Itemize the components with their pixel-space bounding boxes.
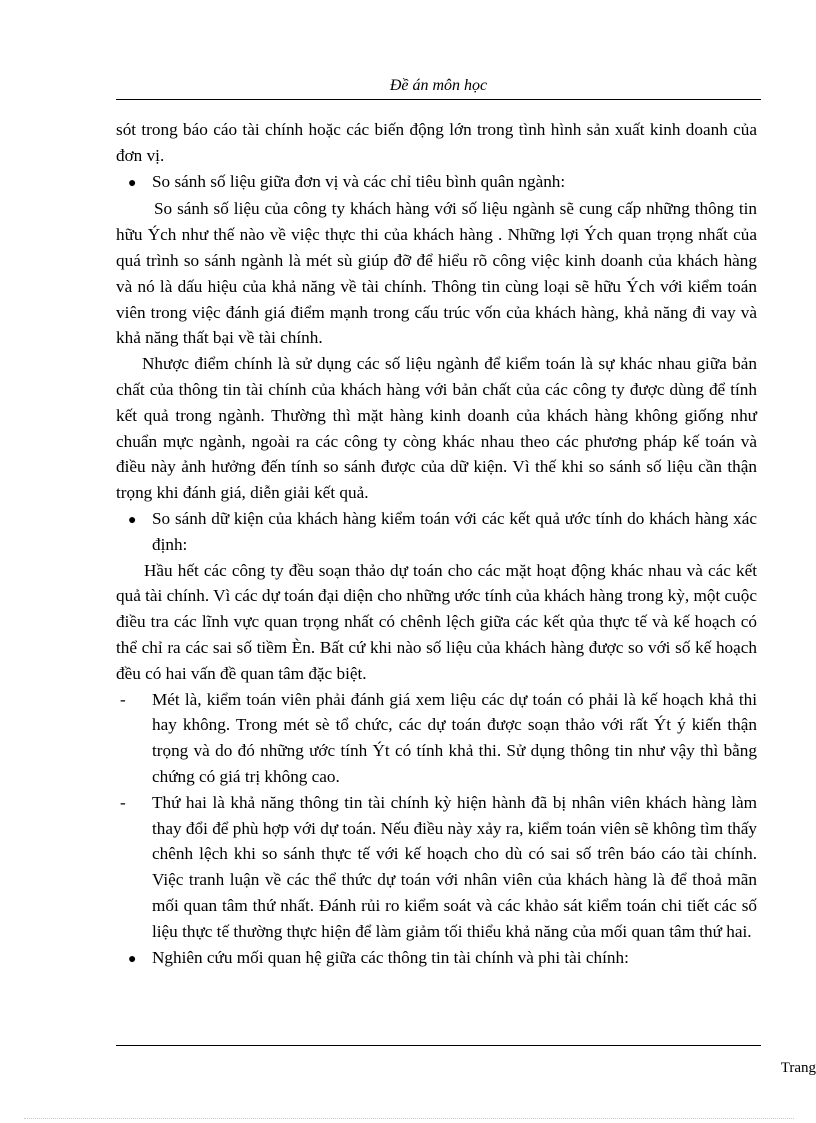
paragraph-industry-benefits: So sánh số liệu của công ty khách hàng với số liệu ngành sẽ cung cấp những thông tin hữu Ých như thế nào về việc thực thi của khách hàng . Những lợi Ých quan trọng nhất của quá trình so sánh ngành là mét sù giúp đỡ để hiểu rõ công việc kinh doanh của khách hàng và nó là dấu hiệu của khả năng về tài chính. Thông tin cùng loại sẽ hữu Ých với kiểm toán viên trong việc đánh giá điểm mạnh trong cấu trúc vốn của khách hàng, khả năng đi vay và khả năng thất bại về tài chính. — [116, 199, 757, 348]
bullet-icon: ● — [128, 512, 137, 528]
bullet-icon: ● — [128, 175, 137, 191]
bullet-text: So sánh số liệu giữa đơn vị và các chỉ tiêu bình quân ngành: — [152, 171, 566, 191]
bullet-item-industry-comparison — [116, 169, 757, 197]
document-body — [116, 117, 757, 972]
page-header-title: Đề án môn học — [389, 77, 488, 94]
page-edge-dotted-line — [24, 1118, 794, 1119]
dash-item-first-concern — [116, 687, 757, 790]
dash-item-second-concern — [116, 790, 757, 945]
bullet-text: Nghiên cứu mối quan hệ giữa các thông tin tài chính và phi tài chính: — [152, 947, 629, 967]
dash-icon: - — [120, 792, 126, 812]
dash-text: Thứ hai là khả năng thông tin tài chính kỳ hiện hành đã bị nhân viên khách hàng làm thay đổi để phù hợp với dự toán. Nếu điều này xảy ra, kiểm toán viên sẽ không tìm thấy chênh lệch khi so sánh thực tế với kế hoạch cho dù có sai số trên báo cáo tài chính. Việc tranh luận về các thể thức dự toán với nhân viên của khách hàng là để thoả mãn mối quan tâm thứ nhất. Đánh rủi ro kiểm soát và các khảo sát kiểm toán chi tiết các số liệu thực tế thường thực hiện để làm giảm tối thiểu khả năng của mối quan tâm thứ hai. — [152, 792, 757, 941]
bullet-item-nonfinancial — [116, 945, 757, 973]
header-rule — [116, 99, 761, 100]
bullet-icon: ● — [128, 951, 137, 967]
paragraph-continued: sót trong báo cáo tài chính hoặc các biến động lớn trong tình hình sản xuất kinh doanh của đơn vị. — [116, 120, 757, 165]
dash-text: Mét là, kiểm toán viên phải đánh giá xem liệu các dự toán có phải là kế hoạch khả thi hay không. Trong mét sè tổ chức, các dự toán được soạn thảo với rất Ýt ý kiến thận trọng và do đó những ước tính Ýt có tính khả thi. Sử dụng thông tin như vậy thì bằng chứng có giá trị không cao. — [152, 689, 757, 786]
bullet-text: So sánh dữ kiện của khách hàng kiểm toán với các kết quả ước tính do khách hàng xác định: — [152, 508, 757, 554]
paragraph-industry-drawbacks: Nhược điểm chính là sử dụng các số liệu ngành để kiểm toán là sự khác nhau giữa bản chất của thông tin tài chính của khách hàng với bản chất của các công ty được dùng để tính kết quả trong ngành. Thường thì mặt hàng kinh doanh của khách hàng không giống như chuẩn mực ngành, ngoài ra các công ty còng khác nhau theo các phương pháp kế toán và điều này ảnh hưởng đến tính so sánh được của dữ kiện. Vì thế khi so sánh số liệu cần thận trọng khi đánh giá, diễn giải kết quả. — [116, 354, 757, 503]
bullet-item-budget-comparison — [116, 506, 757, 558]
footer-rule — [116, 1045, 761, 1046]
dash-icon: - — [120, 689, 126, 709]
page-footer-label: Trang — [780, 1060, 816, 1076]
paragraph-budget: Hầu hết các công ty đều soạn thảo dự toán cho các mặt hoạt động khác nhau và các kết quả tài chính. Vì các dự toán đại diện cho những ước tính của khách hàng trong kỳ, một cuộc điều tra các lĩnh vực quan trọng nhất có chênh lệch giữa các kết qủa thực tế và kế hoạch có thể chỉ ra các sai số tiềm Èn. Bất cứ khi nào số liệu của khách hàng được so với số kế hoạch đều có hai vấn đề quan tâm đặc biệt. — [116, 560, 757, 683]
